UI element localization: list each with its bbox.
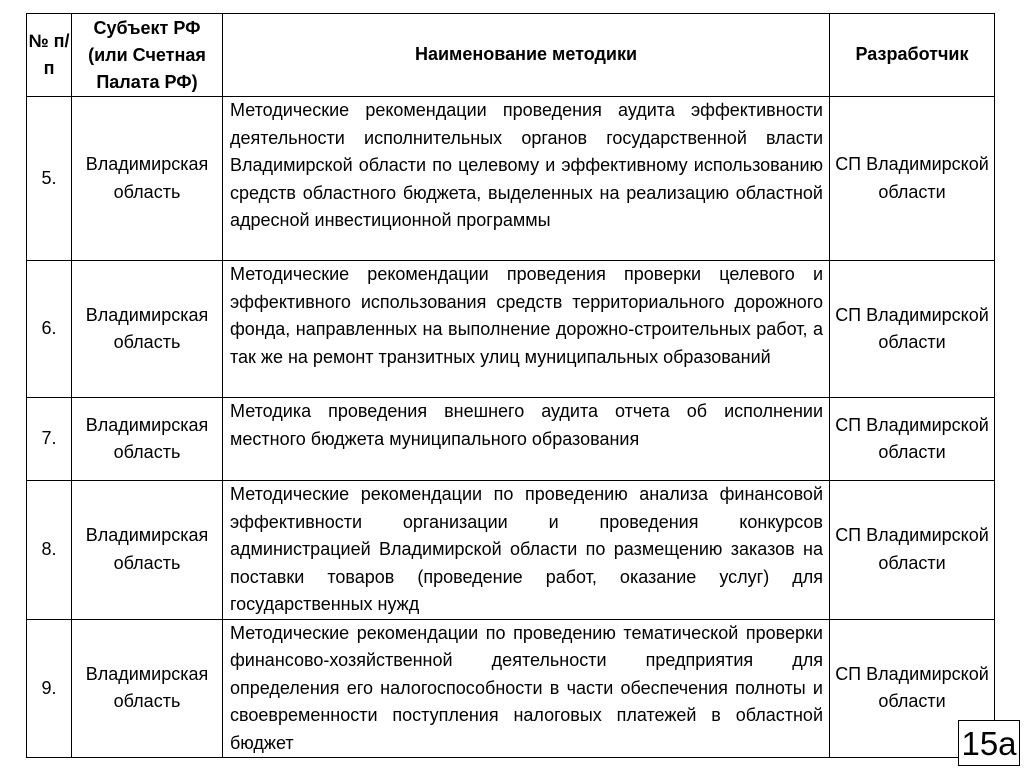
row-developer: СП Владимирской области bbox=[830, 398, 995, 481]
row-subject: Владимирская область bbox=[72, 398, 223, 481]
row-subject: Владимирская область bbox=[72, 481, 223, 620]
table-row bbox=[27, 261, 995, 398]
row-method-name: Методические рекомендации по проведению анализа финансовой эффективности организации и проведения конкурсов администрацией Владимирской области по размещению заказов на поставки товаров (проведение работ, оказание услуг) для государственных нужд bbox=[223, 481, 830, 620]
row-num: 8. bbox=[27, 481, 72, 620]
methods-table bbox=[26, 13, 995, 758]
row-subject: Владимирская область bbox=[72, 261, 223, 398]
row-developer: СП Владимирской области bbox=[830, 619, 995, 758]
slide-number-badge: 15а bbox=[958, 720, 1020, 766]
row-num: 6. bbox=[27, 261, 72, 398]
header-name: Наименование методики bbox=[223, 14, 830, 97]
header-subject: Субъект РФ (или Счетная Палата РФ) bbox=[72, 14, 223, 97]
row-method-name: Методические рекомендации проведения проверки целевого и эффективного использования средств территориального дорожного фонда, направленных на выполнение дорожно-строительных работ, а так же на ремонт транзитных улиц муниципальных образований bbox=[223, 261, 830, 398]
row-num: 9. bbox=[27, 619, 72, 758]
row-num: 5. bbox=[27, 97, 72, 261]
row-subject: Владимирская область bbox=[72, 619, 223, 758]
row-developer: СП Владимирской области bbox=[830, 97, 995, 261]
table-row bbox=[27, 97, 995, 261]
header-developer: Разработчик bbox=[830, 14, 995, 97]
row-subject: Владимирская область bbox=[72, 97, 223, 261]
table-row bbox=[27, 398, 995, 481]
row-developer: СП Владимирской области bbox=[830, 481, 995, 620]
table-row bbox=[27, 619, 995, 758]
table-row bbox=[27, 481, 995, 620]
header-num: № п/п bbox=[27, 14, 72, 97]
row-developer: СП Владимирской области bbox=[830, 261, 995, 398]
row-method-name: Методические рекомендации по проведению тематической проверки финансово-хозяйственной деятельности предприятия для определения его налогоспособности в части обеспечения полноты и своевременности поступления налоговых платежей в областной бюджет bbox=[223, 619, 830, 758]
row-method-name: Методика проведения внешнего аудита отчета об исполнении местного бюджета муниципального образования bbox=[223, 398, 830, 481]
header-row bbox=[27, 14, 995, 97]
row-num: 7. bbox=[27, 398, 72, 481]
row-method-name: Методические рекомендации проведения аудита эффективности деятельности исполнительных органов государственной власти Владимирской области по целевому и эффективному использованию средств областного бюджета, выделенных на реализацию областной адресной инвестиционной программы bbox=[223, 97, 830, 261]
